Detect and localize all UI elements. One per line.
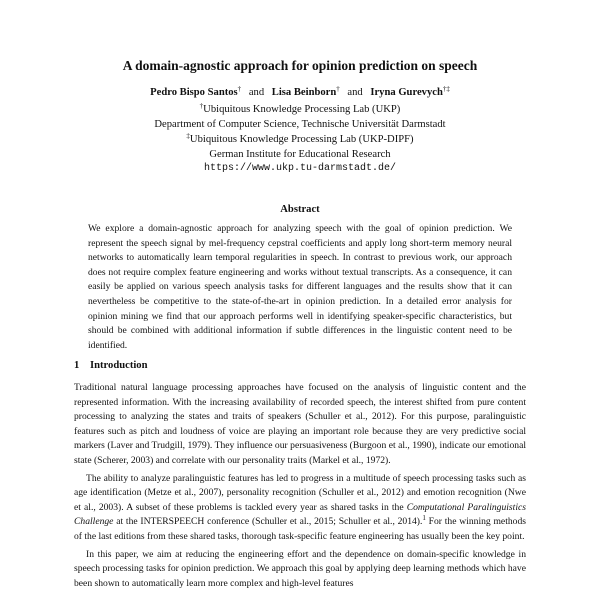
abstract-text: We explore a domain-agnostic approach for analyzing speech with the goal of opinion prediction. We represent the speech signal by mel-frequency cepstral coefficients and apply long short-term memory neural networks to automatically learn temporal regularities in speech. In contrast to previous work, our approach does not require complex feature engineering and works without textual transcripts. As a consequence, it can easily be applied on various speech analysis tasks for different languages and the results show that it can nevertheless be competitive to the state-of-the-art in opinion prediction. In a detailed error analysis for opinion mining we find that our approach performs well in identifying speaker-specific characteristics, but should be combined with additional information if subtle differences in the linguistic content need to be identified. (88, 223, 512, 351)
paragraph: In this paper, we aim at reducing the engineering effort and the dependence on domain-specific knowledge in speech processing tasks for opinion prediction. We approach this goal by applying deep learning methods which have been shown to automatically learn more complex and high-level features (74, 548, 526, 589)
author-affiliation-mark: †‡ (442, 85, 450, 93)
paper-title: A domain-agnostic approach for opinion prediction on speech (122, 58, 478, 73)
section-heading (74, 360, 148, 371)
paragraph: Traditional natural language processing approaches have focused on the analysis of linguistic content and the represented information. With the increasing availability of recorded speech, the interest shifted from pure content processing to analyzing the states and traits of speakers (Schuller et al., 2012). For this purpose, paralinguistic features such as pitch and loudness of voice are playing an important role because they are very predictive social markers (Laver and Trudgill, 1979). They influence our persuasiveness (Burgoon et al., 1990), indicate our emotional state (Scherer, 2003) and correlate with our personality traits (Markel et al., 1972). (74, 382, 526, 466)
affiliation-mark: ‡ (186, 132, 190, 140)
section-number: 1 (74, 360, 80, 371)
affiliation-mark: † (199, 102, 204, 110)
lab-url-link[interactable]: https://www.ukp.tu-darmstadt.de/ (203, 163, 397, 174)
author-separator: and (248, 87, 265, 98)
author-affiliation-mark: † (237, 85, 242, 93)
author-name: Iryna Gurevych (370, 87, 443, 98)
author-list (0, 87, 600, 98)
abstract-heading: Abstract (280, 204, 320, 215)
affiliation-text: Ubiquitous Knowledge Processing Lab (UKP) (203, 104, 401, 115)
paragraph (74, 472, 526, 545)
author-name: Pedro Bispo Santos (150, 87, 238, 98)
affiliation-line (0, 149, 600, 160)
affiliation-line (0, 134, 600, 145)
footnote-marker[interactable]: 1 (422, 514, 426, 523)
affiliation-line (0, 119, 600, 130)
challenge-name: Computational Paralinguistics Challenge (74, 501, 526, 528)
body-text (74, 381, 526, 591)
author-name: Lisa Beinborn (271, 87, 337, 98)
paragraph-text: The ability to analyze paralinguistic features has led to progress in a multitude of speech processing tasks such as age identification (Metze et al., 2007), personality recognition (Schuller et al., 2012) and emotion recognition (Nwe et al., 2003). A subset of these problems is tackled every year as shared tasks in the (74, 472, 526, 513)
author-separator: and (347, 87, 363, 98)
affiliation-text: Ubiquitous Knowledge Processing Lab (UKP-DIPF) (189, 134, 414, 145)
affiliation-line (0, 104, 600, 115)
paragraph-text: at the INTERSPEECH conference (Schuller et al., 2015; Schuller et al., 2014). (113, 516, 423, 528)
author-affiliation-mark: † (336, 85, 340, 93)
affiliation-text: Department of Computer Science, Technische Universität Darmstadt (154, 119, 446, 130)
section-title: Introduction (90, 360, 148, 371)
paragraph-text: For the winning methods of the last editions from these shared tasks, thorough task-specific feature engineering has usually been the key point. (74, 516, 526, 542)
affiliation-text: German Institute for Educational Research (209, 149, 391, 160)
